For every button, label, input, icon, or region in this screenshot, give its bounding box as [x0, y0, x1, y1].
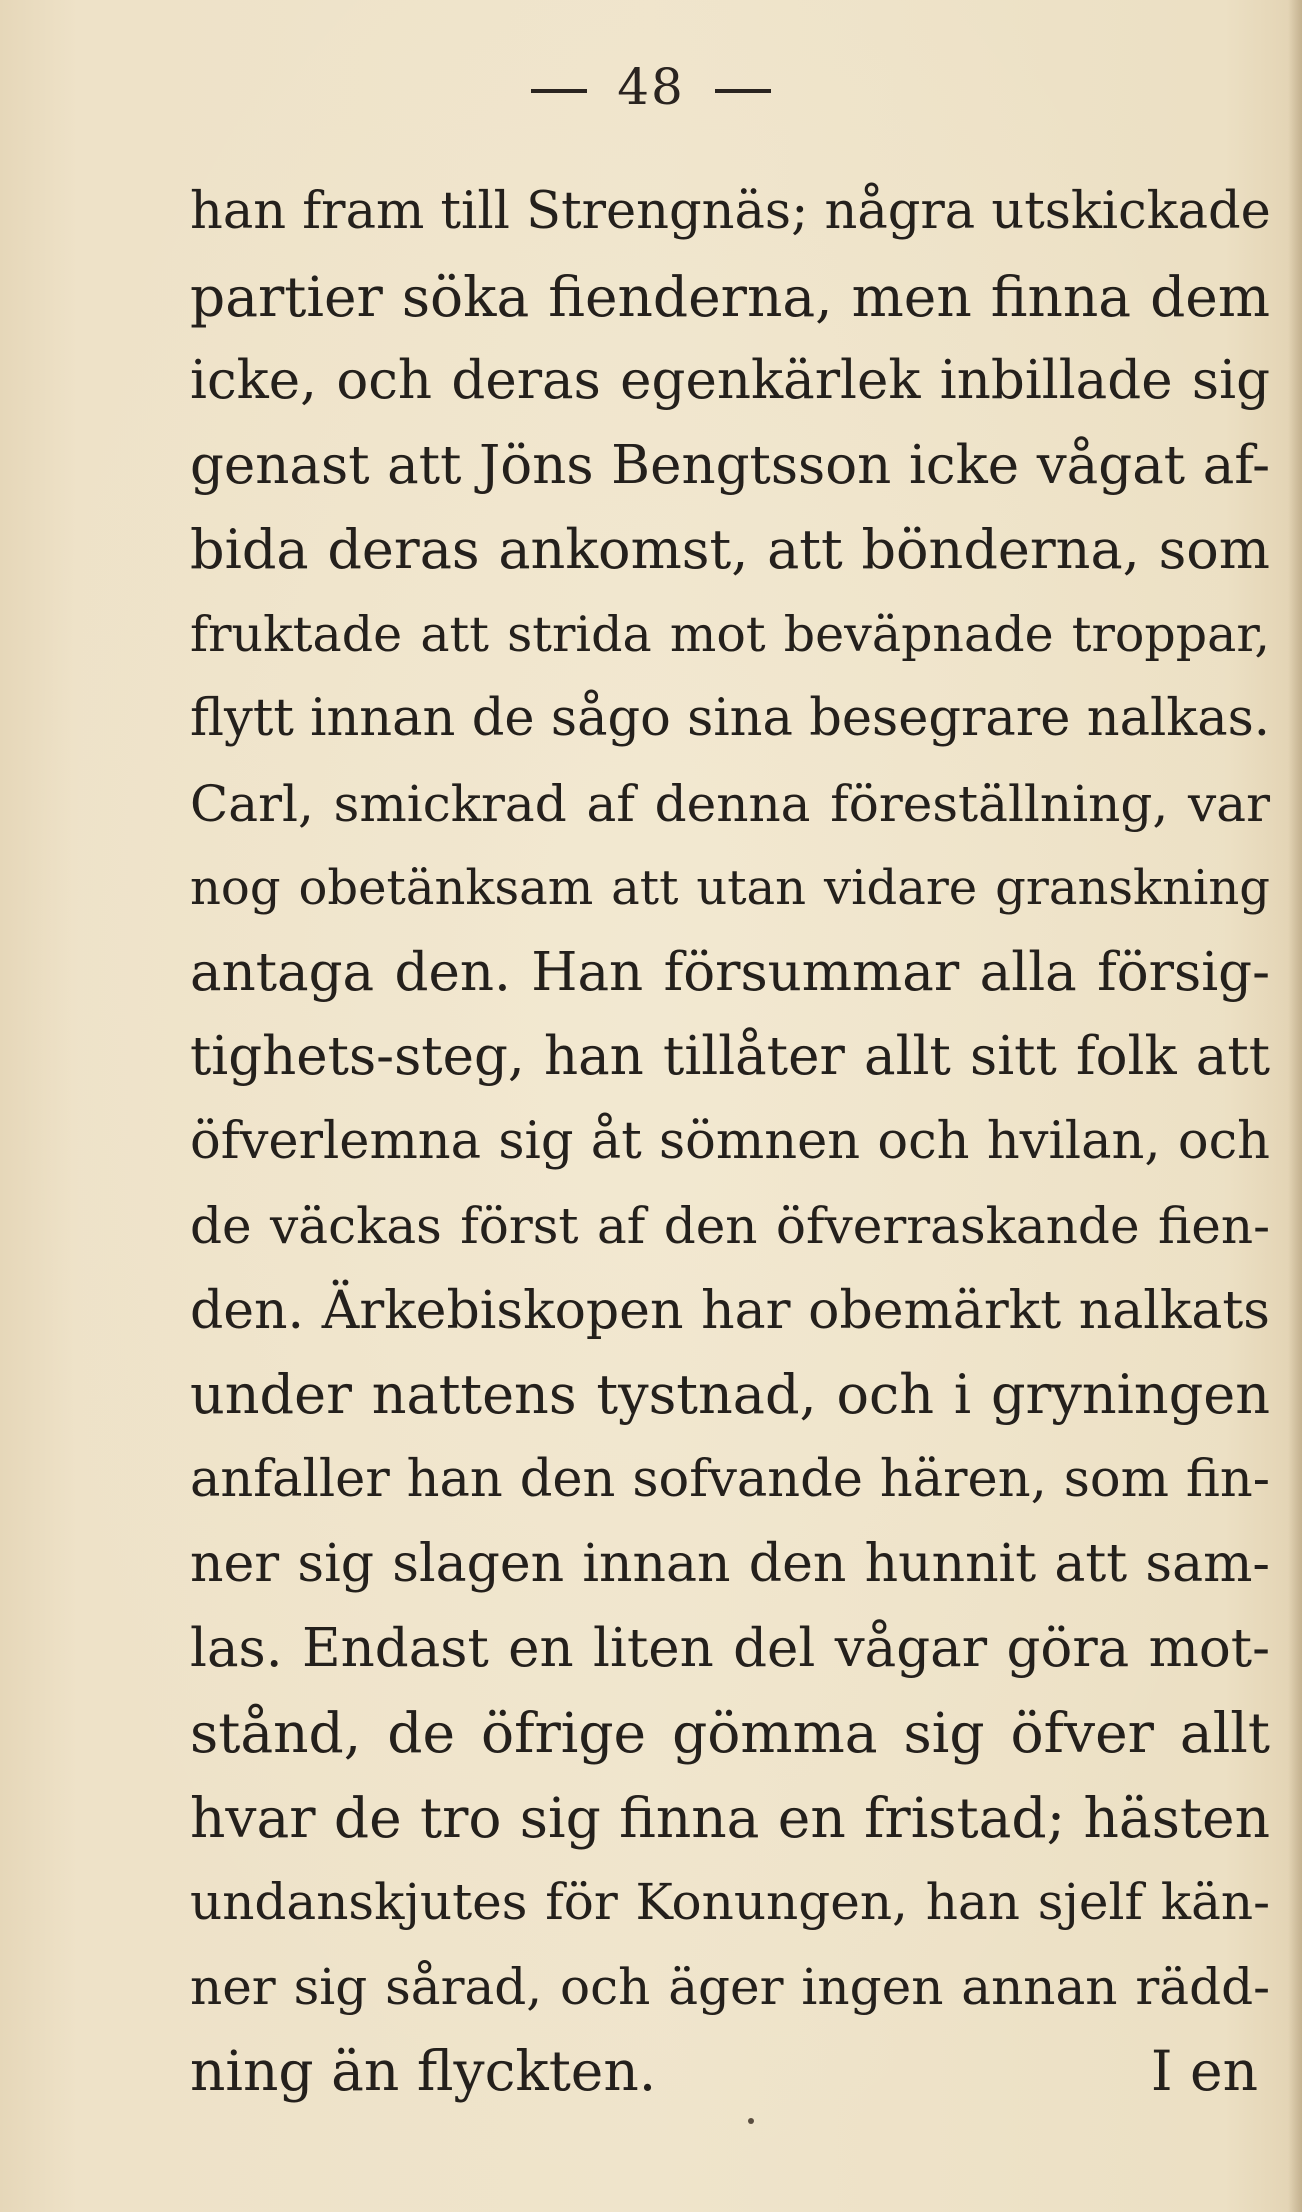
text-line: bida deras ankomst, att bönderna, som: [190, 518, 1270, 581]
left-dash: [531, 89, 587, 93]
page-number: 48: [617, 58, 685, 116]
ink-speck: [748, 2118, 754, 2124]
text-line: antaga den. Han försummar alla försig-: [190, 941, 1270, 1003]
text-line: icke, och deras egenkärlek inbillade sig: [190, 350, 1270, 411]
last-line-text: ning än flyckten.: [190, 2039, 657, 2103]
text-line: las. Endast en liten del vågar göra mot-: [190, 1617, 1270, 1679]
text-line: nog obetänksam att utan vidare granskning: [190, 860, 1270, 916]
text-line: under nattens tystnad, och i gryningen: [190, 1363, 1270, 1426]
text-line: ner sig sårad, och äger ingen annan rädd-: [190, 1957, 1270, 2016]
text-line: genast att Jöns Bengtsson icke vågat af-: [190, 434, 1270, 496]
body-text: [190, 170, 1270, 2114]
catchword: I en: [1150, 2039, 1258, 2103]
text-line: anfaller han den sofvande hären, som fin-: [190, 1449, 1270, 1509]
text-line: partier söka fienderna, men finna dem: [190, 264, 1270, 329]
text-line: flytt innan de sågo sina besegrare nalkas.: [190, 689, 1270, 748]
text-line: hvar de tro sig finna en fristad; hästen: [190, 1785, 1270, 1850]
text-line: stånd, de öfrige gömma sig öfver allt: [190, 1701, 1270, 1765]
right-dash: [715, 89, 771, 93]
text-line: de väckas först af den öfverraskande fien-: [190, 1197, 1270, 1255]
page-edge-shadow: [1288, 0, 1302, 2212]
text-line: undanskjutes för Konungen, han sjelf kän-: [190, 1873, 1270, 1931]
text-line: öfverlemna sig åt sömnen och hvilan, och: [190, 1111, 1270, 1171]
text-line: tighets-steg, han tillåter allt sitt folk att: [190, 1026, 1270, 1087]
last-text-line: [190, 2029, 1270, 2114]
text-line: den. Ärkebiskopen har obemärkt nalkats: [190, 1280, 1270, 1341]
running-head: [0, 58, 1302, 116]
text-line: Carl, smickrad af denna föreställning, var: [190, 774, 1270, 833]
text-line: ner sig slagen innan den hunnit att sam-: [190, 1534, 1270, 1594]
text-line: fruktade att strida mot beväpnade troppar,: [190, 605, 1270, 663]
text-line: han fram till Strengnäs; några utskickade: [190, 182, 1271, 241]
